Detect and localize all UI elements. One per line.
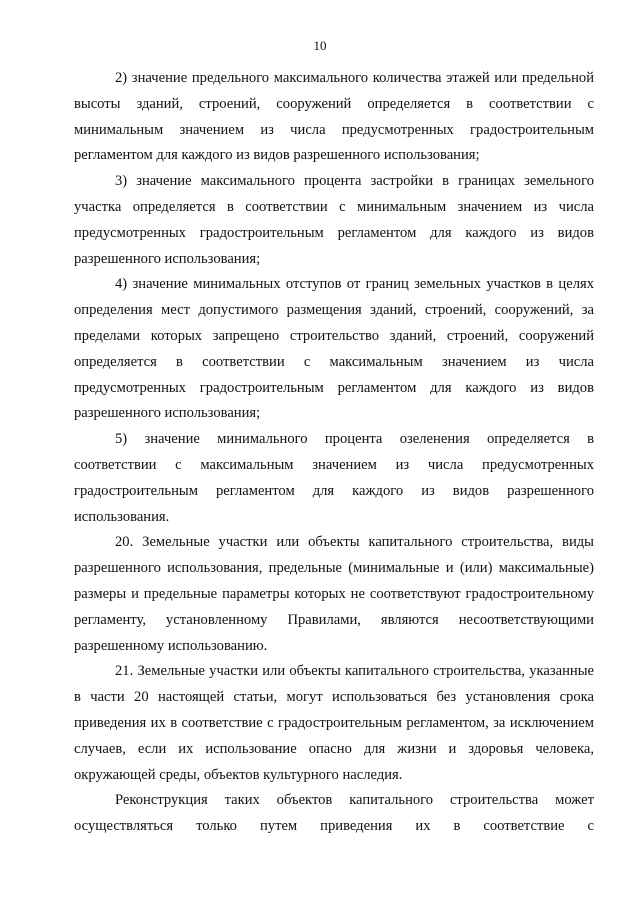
- paragraph-clause-20: 20. Земельные участки или объекты капитального строительства, виды разрешенного использования, предельные (минимальные и (или) максимальные) размеры и предельные параметры которых не соответствуют градостроительному регламенту, установленному Правилами, являются несоответствующими разрешенному использованию.: [74, 534, 594, 654]
- paragraph-item-3: 3) значение максимального процента застройки в границах земельного участка определяется в соответствии с минимальным значением из числа предусмотренных градостроительным регламентом для каждого из видов разрешенного использования;: [74, 173, 594, 267]
- document-body: [74, 66, 594, 840]
- page-number: 10: [313, 38, 327, 53]
- paragraph-item-5: 5) значение минимального процента озеленения определяется в соответствии с максимальным значением из числа предусмотренных градостроительным регламентом для каждого из видов разрешенного использования.: [74, 431, 594, 525]
- paragraph-item-4: 4) значение минимальных отступов от границ земельных участков в целях определения мест допустимого размещения зданий, строений, сооружений, за пределами которых запрещено строительство зданий, строений, сооружений определяется в соответствии с максимальным значением из числа предусмотренных градостроительным регламентом для каждого из видов разрешенного использования;: [74, 276, 594, 422]
- paragraph-clause-21: 21. Земельные участки или объекты капитального строительства, указанные в части 20 настоящей статьи, могут использоваться без установления срока приведения их в соответствие с градостроительным регламентом, за исключением случаев, если их использование опасно для жизни и здоровья человека, окружающей среды, объектов культурного наследия.: [74, 663, 594, 783]
- paragraph-item-2: 2) значение предельного максимального количества этажей или предельной высоты зданий, строений, сооружений определяется в соответствии с минимальным значением из числа предусмотренных градостроительным регламентом для каждого из видов разрешенного использования;: [74, 70, 594, 164]
- paragraph-reconstruction: Реконструкция таких объектов капитального строительства может осуществляться только путем приведения их в соответствие с: [74, 792, 594, 835]
